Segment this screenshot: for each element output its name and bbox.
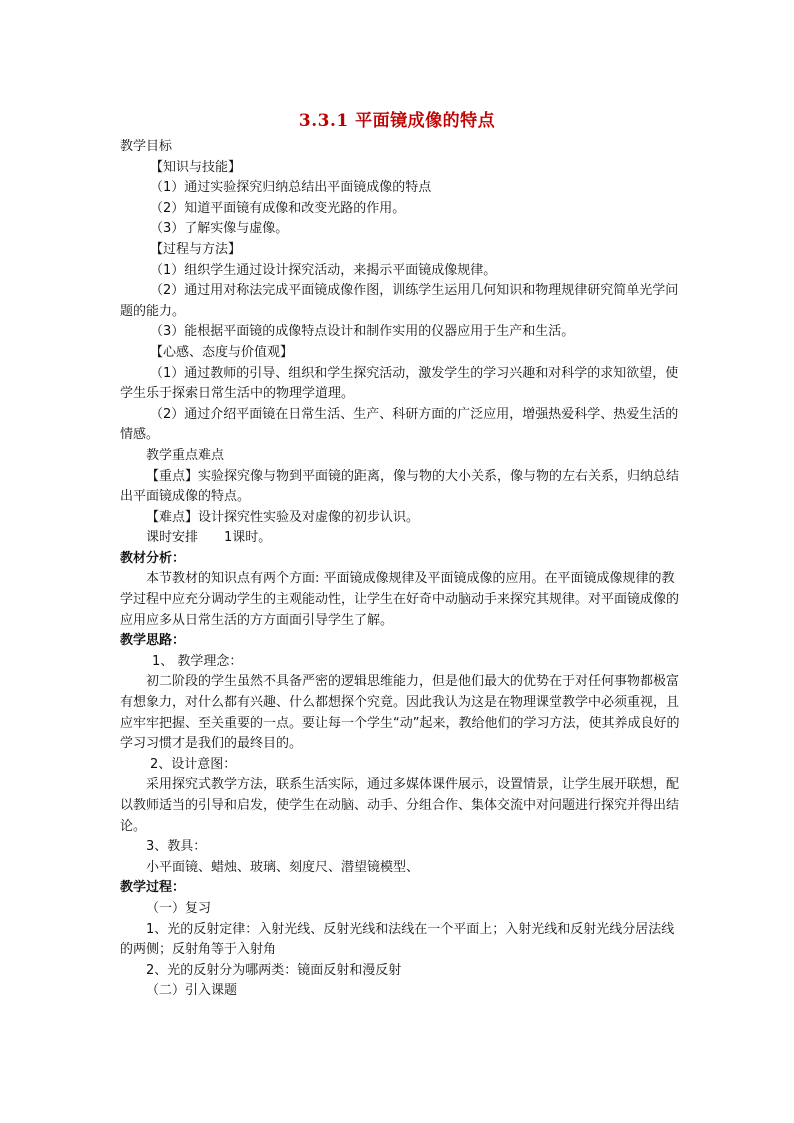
document-body xyxy=(120,137,680,1002)
subsection-heading: （二）引入课题 xyxy=(146,983,238,999)
subsection-heading: 【知识与技能】 xyxy=(150,159,242,175)
paragraph: （1）组织学生通过设计探究活动，来揭示平面镜成像规律。 xyxy=(150,262,497,278)
paragraph: （2）通过用对称法完成平面镜成像作图，训练学生运用几何知识和物理规律研究简单光学问题的能力。 xyxy=(120,283,679,319)
section-heading: 教学目标 xyxy=(120,139,173,154)
paragraph: 【难点】设计探究性实验及对虚像的初步认识。 xyxy=(146,509,420,525)
paragraph: 【重点】实验探究像与物到平面镜的距离，像与物的大小关系，像与物的左右关系，归纳总结出平面镜成像的特点。 xyxy=(120,468,680,505)
subsection-heading: 【心感、态度与价值观】 xyxy=(150,344,294,360)
paragraph: （3）能根据平面镜的成像特点设计和制作实用的仪器应用于生产和生活。 xyxy=(150,324,575,340)
paragraph: 1、光的反射定律：入射光线、反射光线和法线在一个平面上；入射光线和反射光线分居法线的两侧；反射角等于入射角 xyxy=(120,921,675,958)
paragraph: 小平面镜、蜡烛、玻璃、刻度尺、潜望镜模型、 xyxy=(146,859,420,875)
subsection-heading: （一）复习 xyxy=(146,900,212,916)
subsection-heading: 【过程与方法】 xyxy=(150,241,242,257)
paragraph: 3、教具： xyxy=(146,839,207,855)
section-heading: 教材分析： xyxy=(120,550,186,566)
section-heading: 教学思路： xyxy=(120,633,186,649)
paragraph: 2、光的反射分为哪两类：镜面反射和漫反射 xyxy=(146,962,402,978)
paragraph: （3）了解实像与虚像。 xyxy=(150,221,289,237)
paragraph: 2、设计意图： xyxy=(150,756,237,772)
section-heading: 教学重点难点 xyxy=(146,447,225,463)
paragraph: （2）知道平面镜有成像和改变光路的作用。 xyxy=(150,200,406,216)
section-heading: 教学过程： xyxy=(120,880,186,896)
page-title: 3.3.1 平面镜成像的特点 xyxy=(298,111,496,131)
paragraph: （2）通过介绍平面镜在日常生活、生产、科研方面的广泛应用，增强热爱科学、热爱生活的情感。 xyxy=(120,406,679,443)
paragraph: （1）通过实验探究归纳总结出平面镜成像的特点 xyxy=(150,180,432,196)
paragraph: 本节教材的知识点有两个方面: 平面镜成像规律及平面镜成像的应用。在平面镜成像规律的教学过程中应充分调动学生的主观能动性，让学生在好奇中动脑动手来探究其规律。对平面镜成像的应用应多从日常生活的方方面面引导学生了解。 xyxy=(120,571,680,628)
paragraph: 课时安排 1课时。 xyxy=(146,530,272,546)
paragraph: 初二阶段的学生虽然不具备严密的逻辑思维能力，但是他们最大的优势在于对任何事物都极富有想象力，对什么都有兴趣、什么都想探个究竟。因此我认为这是在物理课堂教学中必须重视，且应牢牢把握、至关重要的一点。要让每一个学生“动”起来，教给他们的学习方法，使其养成良好的学习习惯才是我们的最终目的。 xyxy=(120,674,680,752)
paragraph: （1）通过教师的引导、组织和学生探究活动，激发学生的学习兴趣和对科学的求知欲望，使学生乐于探索日常生活中的物理学道理。 xyxy=(120,365,679,402)
paragraph: 1、 教学理念： xyxy=(152,653,243,669)
paragraph: 采用探究式教学方法，联系生活实际，通过多媒体课件展示，设置情景，让学生展开联想，配以教师适当的引导和启发，使学生在动脑、动手、分组合作、集体交流中对问题进行探究并得出结论。 xyxy=(120,777,680,834)
